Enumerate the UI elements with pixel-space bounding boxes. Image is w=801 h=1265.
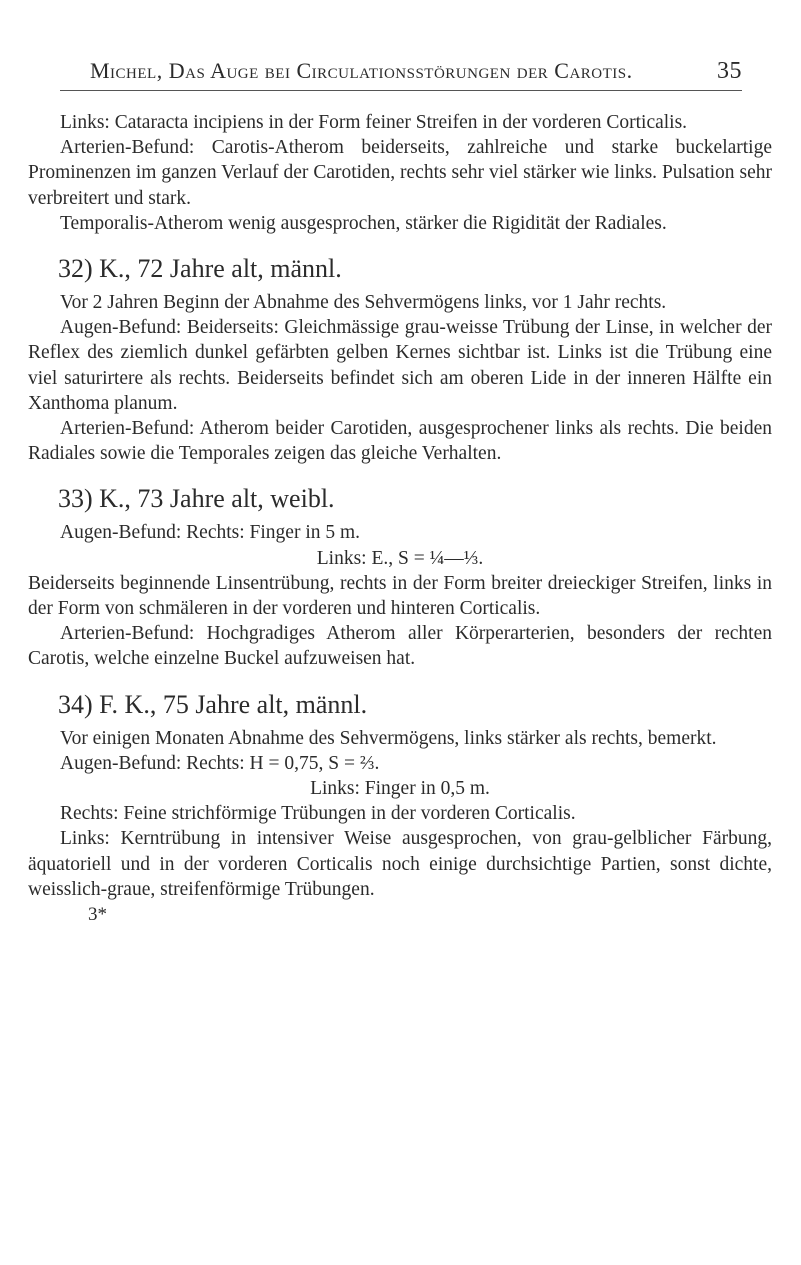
centered-line: Links: Finger in 0,5 m. [310,778,490,800]
header-rule [60,90,742,91]
paragraph: Arterien-Befund: Atherom beider Carotiden, ausgesprochener links als rechts. Die beiden Radiales sowie die Temporales zeigen das gleiche Verhalten. [28,418,772,465]
case-heading: 34) F. K., 75 Jahre alt, männl. [58,689,368,719]
paragraph: Augen-Befund: Rechts: H = 0,75, S = ⅔. [60,752,380,774]
paragraph: Rechts: Feine strichförmige Trübungen in der vorderen Corticalis. [60,803,576,825]
paragraph: Links: Cataracta incipiens in der Form feiner Streifen in der vorderen Corticalis. [60,112,688,133]
paragraph: Arterien-Befund: Carotis-Atherom beiderseits, zahlreiche und starke buckelartige Prominenzen im ganzen Verlauf der Carotiden, rechts sehr viel stärker wie links. Pulsation sehr verbreitert und stark. [28,137,772,209]
running-head: Michel, Das Auge bei Circulationsstörungen der Carotis. [90,58,633,83]
case-heading: 32) K., 72 Jahre alt, männl. [58,254,342,284]
paragraph: Vor einigen Monaten Abnahme des Sehvermögens, links stärker als rechts, bemerkt. [60,727,717,749]
paragraph: Augen-Befund: Beiderseits: Gleichmässige grau-weisse Trübung der Linse, in welcher der Reflex des ziemlich dunkel gefärbten gelben Kernes sichtbar ist. Links ist die Trübung eine viel saturirtere als rechts. Beiderseits befindet sich am oberen Lide in der inneren Hälfte ein Xanthoma planum. [28,317,772,414]
paragraph: Links: Kerntrübung in intensiver Weise ausgesprochen, von grau-gelblicher Färbung, äquatoriell und in der vorderen Corticalis noch einige durchsichtige Partien, sonst dichte, weisslich-graue, streifenförmige Trübungen. [28,828,772,900]
paragraph: Arterien-Befund: Hochgradiges Atherom aller Körperarterien, besonders der rechten Carotis, welche einzelne Buckel aufzuweisen hat. [28,623,772,670]
body-text [28,110,772,927]
signature-mark: 3* [88,904,107,926]
paragraph: Vor 2 Jahren Beginn der Abnahme des Sehvermögens links, vor 1 Jahr rechts. [60,292,667,314]
paragraph: Augen-Befund: Rechts: Finger in 5 m. [60,522,361,544]
paragraph: Beiderseits beginnende Linsentrübung, rechts in der Form breiter dreieckiger Streifen, links in der Form von schmäleren in der vorderen und hinteren Corticalis. [28,572,772,620]
page-number: 35 [717,58,742,84]
centered-line: Links: E., S = ¼—⅓. [316,547,484,569]
case-heading: 33) K., 73 Jahre alt, weibl. [58,484,335,514]
paragraph: Temporalis-Atherom wenig ausgesprochen, stärker die Rigidität der Radiales. [60,212,667,234]
